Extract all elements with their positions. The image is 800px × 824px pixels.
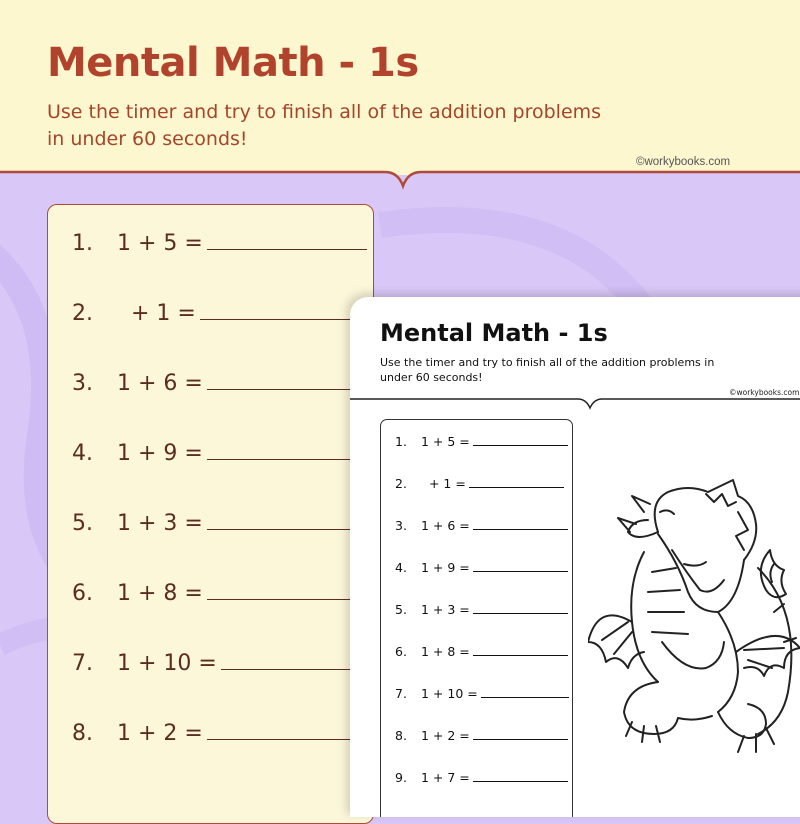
- preview-problem-number: 2.: [395, 476, 407, 491]
- problem-number: 4.: [72, 441, 93, 466]
- preview-problem-row: [395, 728, 568, 748]
- preview-problem-expression: 1 + 3 =: [421, 602, 470, 617]
- preview-answer-line: [473, 645, 568, 656]
- answer-line[interactable]: [200, 301, 360, 320]
- problem-number: 3.: [72, 371, 93, 396]
- preview-problem-expression: + 1 =: [421, 476, 466, 491]
- preview-answer-line: [473, 435, 568, 446]
- answer-line[interactable]: [207, 581, 367, 600]
- preview-problem-expression: 1 + 2 =: [421, 728, 470, 743]
- preview-problem-row: [395, 644, 568, 664]
- problem-expression: 1 + 10 =: [117, 651, 217, 676]
- header-band: [0, 0, 800, 175]
- preview-credit: ©workybooks.com: [729, 388, 800, 397]
- problem-row: [72, 441, 367, 481]
- answer-line[interactable]: [207, 441, 367, 460]
- preview-subtitle: Use the timer and try to finish all of the addition problems in under 60 seconds!: [380, 356, 715, 384]
- preview-problem-number: 5.: [395, 602, 407, 617]
- preview-title: Mental Math - 1s: [380, 319, 608, 347]
- preview-problem-row: [395, 518, 568, 538]
- preview-problem-number: 6.: [395, 644, 407, 659]
- preview-answer-line: [473, 603, 568, 614]
- preview-answer-line: [481, 687, 569, 698]
- preview-problem-expression: 1 + 8 =: [421, 644, 470, 659]
- problem-row: [72, 581, 367, 621]
- problem-row: [72, 651, 366, 691]
- preview-problem-expression: 1 + 6 =: [421, 518, 470, 533]
- preview-problem-row: [395, 686, 569, 706]
- problem-expression: 1 + 9 =: [117, 441, 203, 466]
- preview-answer-line: [473, 771, 568, 782]
- preview-problem-number: 7.: [395, 686, 407, 701]
- preview-answer-line: [473, 729, 568, 740]
- preview-problems-card: [380, 419, 573, 817]
- preview-problem-row: [395, 770, 568, 790]
- preview-problem-number: 3.: [395, 518, 407, 533]
- worksheet-preview: [350, 297, 800, 817]
- problem-number: 8.: [72, 721, 93, 746]
- problems-card: [47, 204, 374, 824]
- preview-problem-number: 1.: [395, 434, 407, 449]
- page-subtitle: Use the timer and try to finish all of the addition problems in under 60 seconds!: [47, 101, 602, 150]
- preview-problem-number: 9.: [395, 770, 407, 785]
- problem-expression: 1 + 3 =: [117, 511, 203, 536]
- problem-number: 7.: [72, 651, 93, 676]
- preview-problem-number: 8.: [395, 728, 407, 743]
- answer-line[interactable]: [207, 721, 367, 740]
- answer-line[interactable]: [221, 651, 366, 670]
- preview-divider: [350, 389, 800, 419]
- problem-expression: + 1 =: [117, 301, 196, 326]
- problem-row: [72, 301, 360, 341]
- preview-problem-expression: 1 + 9 =: [421, 560, 470, 575]
- preview-answer-line: [473, 519, 568, 530]
- preview-problem-expression: 1 + 10 =: [421, 686, 478, 701]
- preview-problem-row: [395, 560, 568, 580]
- problem-number: 2.: [72, 301, 93, 326]
- answer-line[interactable]: [207, 511, 367, 530]
- preview-problem-number: 4.: [395, 560, 407, 575]
- problem-row: [72, 511, 367, 551]
- preview-problem-row: [395, 476, 564, 496]
- problem-expression: 1 + 8 =: [117, 581, 203, 606]
- problem-expression: 1 + 2 =: [117, 721, 203, 746]
- problem-number: 1.: [72, 231, 93, 256]
- preview-answer-line: [469, 477, 564, 488]
- preview-problem-expression: 1 + 7 =: [421, 770, 470, 785]
- problem-row: [72, 721, 367, 761]
- problem-row: [72, 231, 367, 271]
- credit-text: ©workybooks.com: [636, 156, 731, 168]
- problem-number: 5.: [72, 511, 93, 536]
- preview-problem-row: [395, 602, 568, 622]
- problem-row: [72, 371, 367, 411]
- preview-problem-expression: 1 + 5 =: [421, 434, 470, 449]
- answer-line[interactable]: [207, 231, 367, 250]
- answer-line[interactable]: [207, 371, 367, 390]
- page-title: Mental Math - 1s: [47, 40, 419, 86]
- problem-expression: 1 + 6 =: [117, 371, 203, 396]
- preview-problem-row: [395, 434, 568, 454]
- dragon-icon: [588, 472, 800, 762]
- problem-expression: 1 + 5 =: [117, 231, 203, 256]
- preview-answer-line: [473, 561, 568, 572]
- problem-number: 6.: [72, 581, 93, 606]
